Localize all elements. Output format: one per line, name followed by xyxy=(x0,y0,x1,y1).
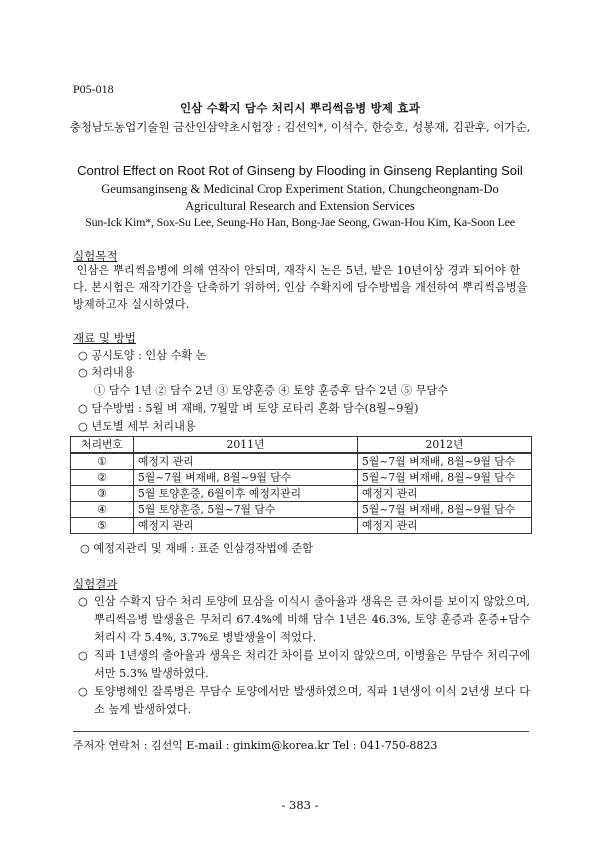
cell-no: ③ xyxy=(71,486,134,502)
header-2012: 2012년 xyxy=(358,437,532,454)
cell-no: ② xyxy=(71,470,134,486)
cell-2012: 예정지 관리 xyxy=(358,486,532,502)
purpose-heading: 실험목적 xyxy=(73,249,118,263)
cell-2011: 예정지 관리 xyxy=(134,453,358,470)
institution-line-1: Geumsanginseng & Medicinal Crop Experiment Station, Chungcheongnam-Do xyxy=(101,182,499,196)
methods-treatment-list: ① 담수 1년 ② 담수 2년 ③ 토양훈증 ④ 토양 훈증후 담수 2년 ⑤ 무담수 xyxy=(94,384,449,397)
results-heading: 실험결과 xyxy=(73,577,118,591)
bullet-circle: ○ xyxy=(78,685,88,698)
cell-2011: 5월 토양훈증, 5월~7월 담수 xyxy=(134,502,358,518)
cell-2011: 예정지 관리 xyxy=(134,518,358,534)
header-treatment-no: 처리번호 xyxy=(71,437,134,454)
cell-2011: 5월 토양훈증, 6월이후 예정지관리 xyxy=(134,486,358,502)
purpose-paragraph xyxy=(73,262,533,313)
korean-authors: 충청남도농업기술원 금산인삼약초시험장 : 김선익*, 이석수, 한승호, 성봉재, 김관후, 이가순, xyxy=(69,120,531,134)
abstract-code: P05-018 xyxy=(73,82,114,96)
bullet-circle: ○ xyxy=(78,649,88,662)
result-item xyxy=(78,647,530,683)
cell-2012: 5월~7월 벼재배, 8월~9월 담수 xyxy=(358,502,532,518)
page-number: - 383 - xyxy=(281,798,319,812)
bullet-circle: ○ xyxy=(78,595,88,608)
english-authors: Sun-Ick Kim*, Sox-Su Lee, Seung-Ho Han, Bong-Jae Seong, Gwan-Hou Kim, Ka-Soon Lee xyxy=(85,215,515,229)
institution-line-2: Agricultural Research and Extension Services xyxy=(185,199,415,213)
cell-no: ① xyxy=(71,453,134,470)
methods-yearly-label: ○ 년도별 세부 처리내용 xyxy=(78,420,196,433)
table-row xyxy=(71,518,532,534)
korean-title: 인삼 수확지 담수 처리시 뿌리썩음병 방제 효과 xyxy=(179,101,421,115)
english-title: Control Effect on Root Rot of Ginseng by Flooding in Ginseng Replanting Soil xyxy=(77,163,523,178)
result-item xyxy=(78,593,530,647)
methods-heading: 재료 및 방법 xyxy=(73,331,136,345)
contact-info: 주저자 연락처 : 김선익 E-mail : ginkim@korea.kr Tel : 041-750-8823 xyxy=(73,739,438,752)
methods-treatment-label: ○ 처리내용 xyxy=(78,366,135,379)
cell-no: ④ xyxy=(71,502,134,518)
result-text: 직파 1년생의 출아율과 생육은 처리간 차이를 보이지 않았으며, 이병율은 무담수 처리구에서만 5.3% 발생하였다. xyxy=(94,649,530,680)
purpose-text: 인삼은 뿌리썩음병에 의해 연작이 안되며, 재작시 논은 5년, 밭은 10년이상 경과 되어야 한다. 본시험은 재작기간을 단축하기 위하여, 인삼 수확지에 담수방법을 개선하여 뿌리썩음병을 방제하고자 실시하였다. xyxy=(73,264,528,311)
table-header-row xyxy=(71,437,532,454)
methods-soil: ○ 공시토양 : 인삼 수확 논 xyxy=(78,349,207,362)
table-row xyxy=(71,453,532,470)
result-text: 토양병해인 잘록병은 무담수 토양에서만 발생하였으며, 직파 1년생이 이식 2년생 보다 다소 높게 발생하였다. xyxy=(94,685,530,716)
cell-no: ⑤ xyxy=(71,518,134,534)
result-text: 인삼 수확지 담수 처리 토양에 묘삼을 이식시 출아율과 생육은 큰 차이를 보이지 않았으며, 뿌리썩음병 발생율은 무처리 67.4%에 비해 담수 1년은 46.3%, 토양 훈증과 훈증+담수 처리시 각 5.4%, 3.7%로 병발생율이 적었다. xyxy=(94,595,530,644)
footer-divider xyxy=(73,731,529,732)
treatment-table xyxy=(70,436,532,534)
header-2011: 2011년 xyxy=(134,437,358,454)
cell-2012: 예정지 관리 xyxy=(358,518,532,534)
cell-2012: 5월~7월 벼재배, 8월~9월 담수 xyxy=(358,470,532,486)
cell-2012: 5월~7월 벼재배, 8월~9월 담수 xyxy=(358,453,532,470)
cell-2011: 5월~7월 벼재배, 8월~9월 담수 xyxy=(134,470,358,486)
table-row xyxy=(71,486,532,502)
table-row xyxy=(71,502,532,518)
result-item xyxy=(78,683,530,719)
table-row xyxy=(71,470,532,486)
cultivation-note: ○ 예정지관리 및 재배 : 표준 인삼경작법에 준함 xyxy=(80,542,313,555)
methods-flooding: ○ 담수방법 : 5월 벼 재배, 7월말 벼 토양 로타리 혼화 담수(8월~9월) xyxy=(78,402,419,415)
